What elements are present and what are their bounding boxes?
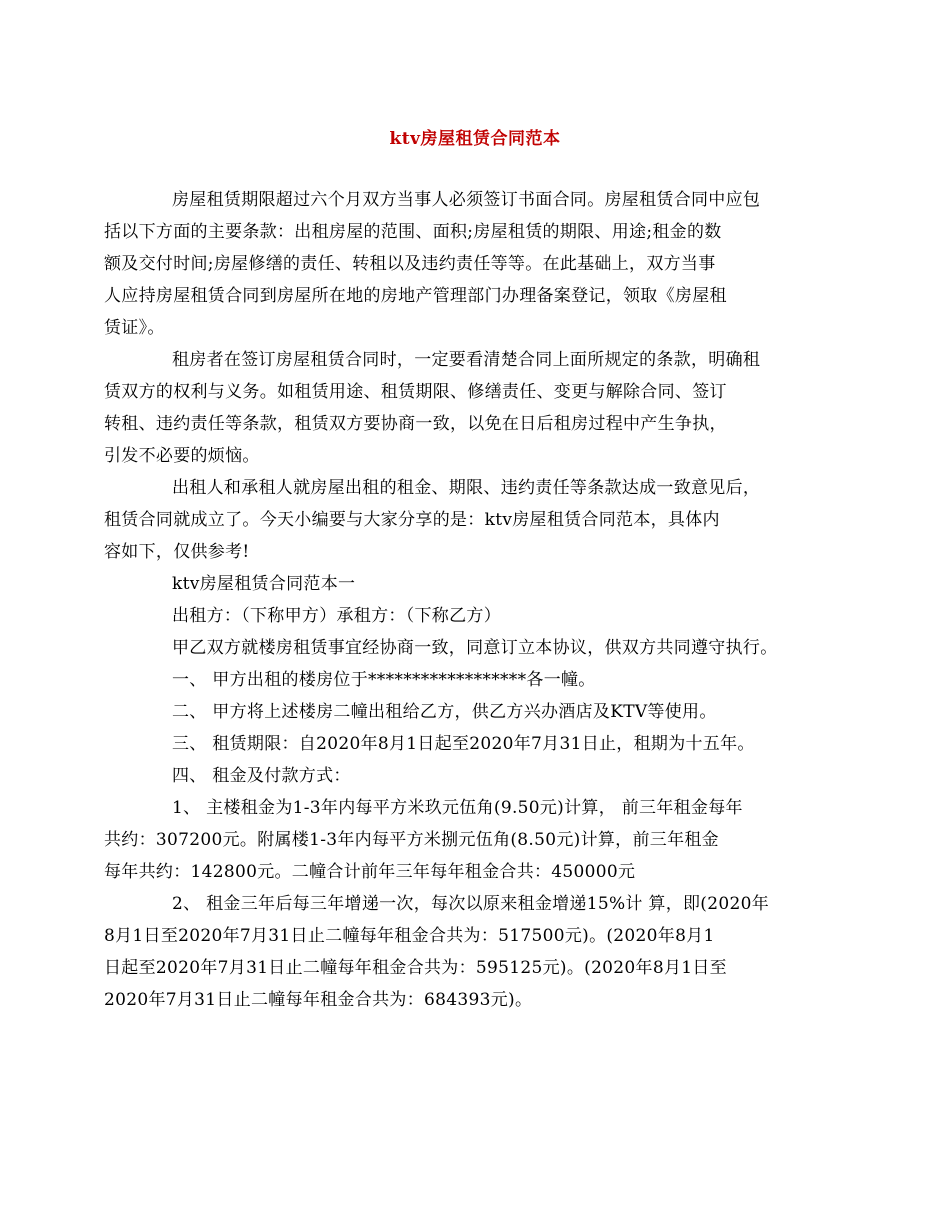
- paragraph-line: 2、 租金三年后每三年增递一次，每次以原来租金增递15%计 算，即(2020年: [172, 894, 770, 914]
- paragraph: [104, 888, 822, 1016]
- paragraph-line: 每年共约：142800元。二幢合计前年三年每年租金合共：450000元: [104, 862, 636, 882]
- paragraph-line: 转租、违约责任等条款，租赁双方要协商一致，以免在日后租房过程中产生争执，: [104, 414, 727, 434]
- paragraph-line: 房屋租赁期限超过六个月双方当事人必须签订书面合同。房屋租赁合同中应包: [172, 190, 761, 210]
- paragraph: [138, 760, 822, 792]
- paragraph: [104, 344, 822, 472]
- paragraph: [138, 600, 822, 632]
- paragraph-line: 一、 甲方出租的楼房位于******************各一幢。: [172, 670, 596, 690]
- paragraph: [104, 472, 822, 568]
- paragraph-line: 容如下，仅供参考!: [104, 542, 250, 562]
- paragraph-line: 租赁合同就成立了。今天小编要与大家分享的是：ktv房屋租赁合同范本，具体内: [104, 510, 720, 530]
- paragraph-line: 三、 租赁期限：自2020年8月1日起至2020年7月31日止，租期为十五年。: [172, 734, 755, 754]
- paragraph: [104, 184, 822, 344]
- document-body: [104, 184, 822, 1016]
- paragraph-line: 人应持房屋租赁合同到房屋所在地的房地产管理部门办理备案登记，领取《房屋租: [104, 286, 727, 306]
- paragraph: [138, 696, 822, 728]
- paragraph-line: 日起至2020年7月31日止二幢每年租金合共为：595125元)。(2020年8月1日至: [104, 958, 727, 978]
- paragraph-line: 出租方：（下称甲方）承租方：（下称乙方）: [172, 606, 501, 626]
- paragraph-line: 共约：307200元。附属楼1-3年内每平方米捌元伍角(8.50元)计算，前三年租金: [104, 830, 719, 850]
- paragraph-line: 额及交付时间;房屋修缮的责任、转租以及违约责任等等。在此基础上，双方当事: [104, 254, 716, 274]
- paragraph-line: 8月1日至2020年7月31日止二幢每年租金合共为：517500元)。(2020年8月1: [104, 926, 715, 946]
- paragraph-line: 2020年7月31日止二幢每年租金合共为：684393元)。: [104, 990, 533, 1010]
- paragraph-line: 括以下方面的主要条款：出租房屋的范围、面积;房屋租赁的期限、用途;租金的数: [104, 222, 722, 242]
- paragraph-line: 赁证》。: [104, 318, 165, 338]
- paragraph-line: 引发不必要的烦恼。: [104, 446, 260, 466]
- paragraph-line: 租房者在签订房屋租赁合同时，一定要看清楚合同上面所规定的条款，明确租: [172, 350, 761, 370]
- paragraph-line: 1、 主楼租金为1-3年内每平方米玖元伍角(9.50元)计算， 前三年租金每年: [172, 798, 743, 818]
- paragraph-line: 二、 甲方将上述楼房二幢出租给乙方，供乙方兴办酒店及KTV等使用。: [172, 702, 717, 722]
- paragraph-line: 出租人和承租人就房屋出租的租金、期限、违约责任等条款达成一致意见后，: [172, 478, 761, 498]
- paragraph-line: 四、 租金及付款方式：: [172, 766, 351, 786]
- paragraph-line: 赁双方的权利与义务。如租赁用途、租赁期限、修缮责任、变更与解除合同、签订: [104, 382, 727, 402]
- paragraph: [104, 792, 822, 888]
- paragraph: [138, 728, 822, 760]
- paragraph: [138, 568, 822, 600]
- paragraph: [138, 664, 822, 696]
- paragraph: [138, 632, 822, 664]
- document-title: ktv房屋租赁合同范本: [389, 129, 561, 149]
- paragraph-line: 甲乙双方就楼房租赁事宜经协商一致，同意订立本协议，供双方共同遵守执行。: [172, 638, 778, 658]
- paragraph-line: ktv房屋租赁合同范本一: [172, 574, 356, 594]
